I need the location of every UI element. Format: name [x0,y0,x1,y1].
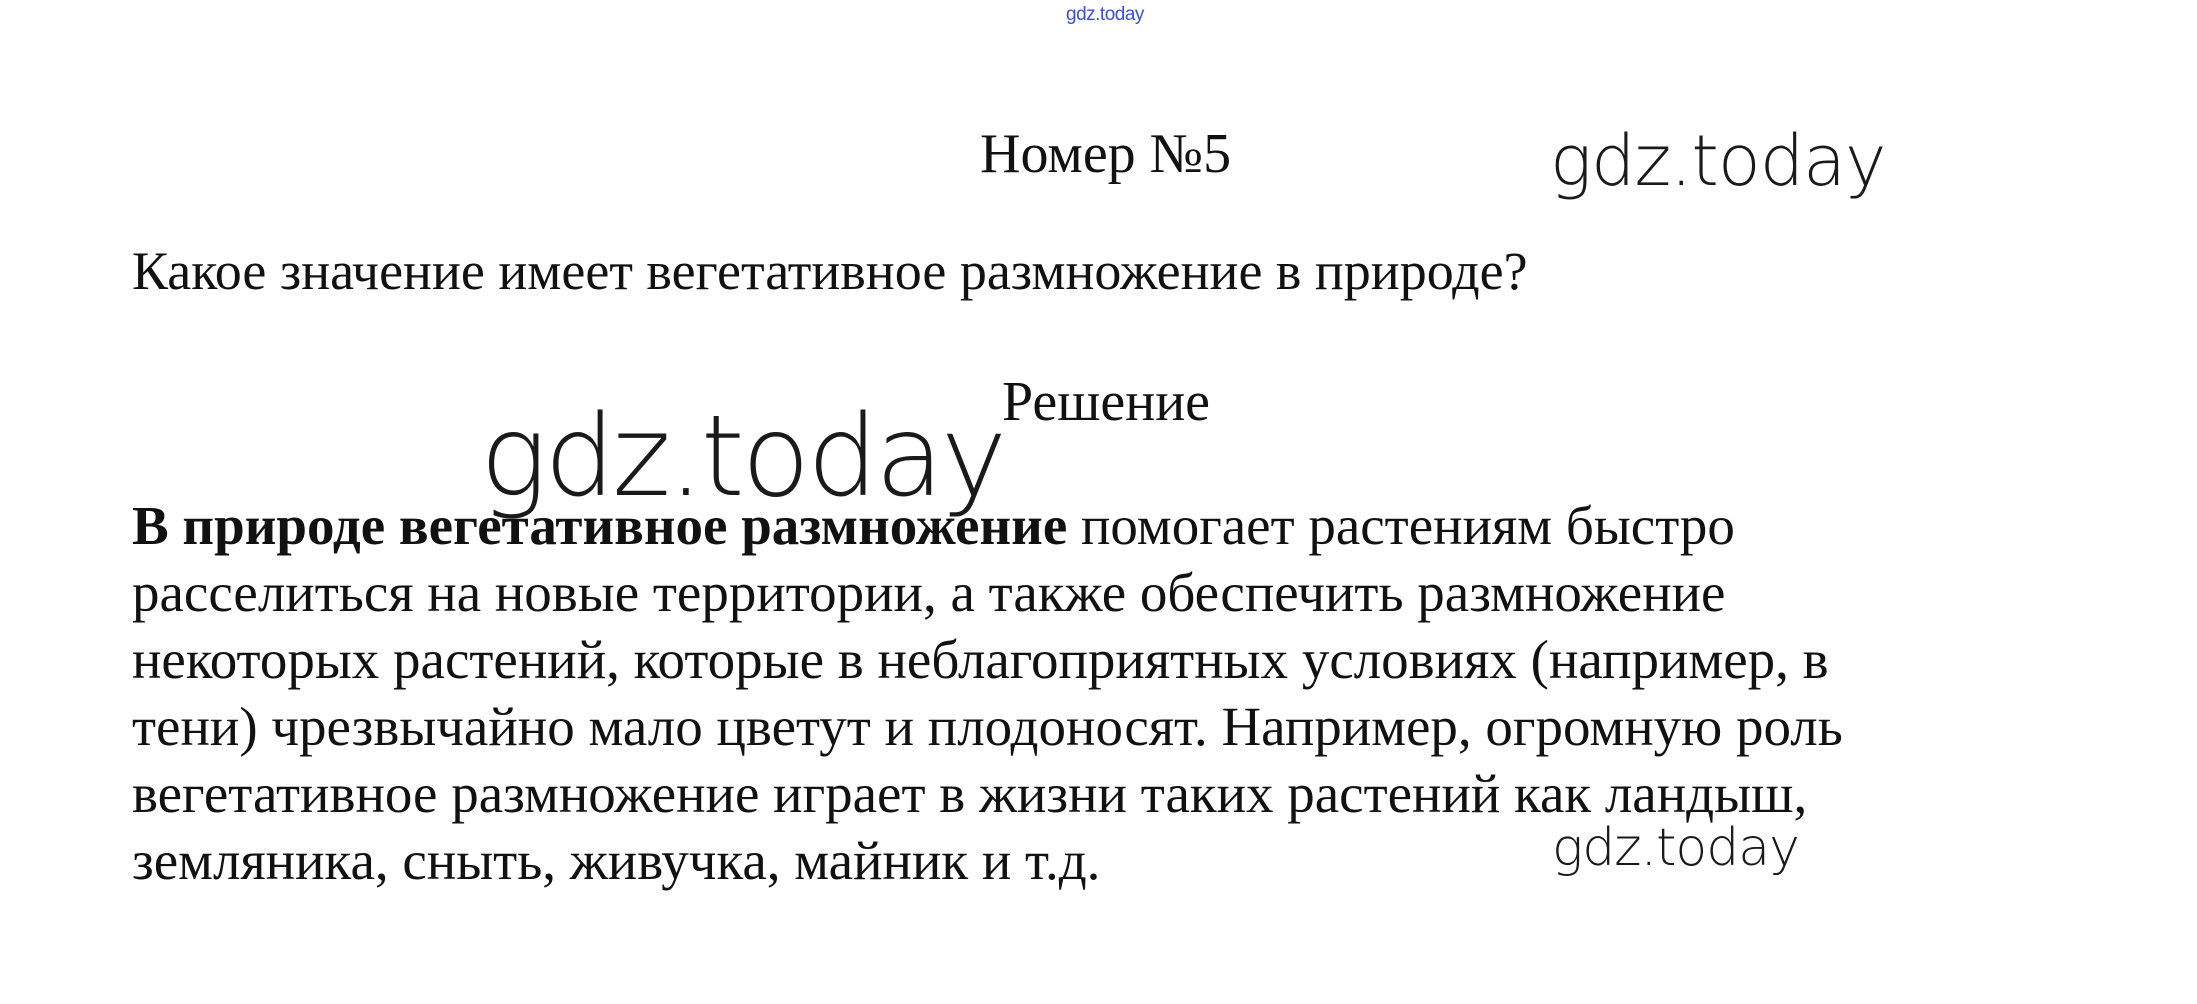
page-title: Номер №5 [980,123,1232,185]
site-link[interactable]: gdz.today [1066,4,1144,25]
solution-heading: Решение [1002,371,1211,433]
answer-line-6: земляника, сныть, живучка, майник и т.д. [132,830,1101,891]
answer-line-1-rest: помогает растениям быстро [1067,495,1735,556]
answer-line-1 [132,492,2082,559]
answer-line-2: расселиться на новые территории, а также обеспечить размножение [132,562,1726,623]
answer-line-3: некоторых растений, которые в неблагоприятных условиях (например, в [132,629,1829,690]
answer-line-4: тени) чрезвычайно мало цветут и плодоносят. Например, огромную роль [132,696,1843,757]
watermark-top-right: gdz.today [1550,120,1886,202]
answer-bold-lead: В природе вегетативное размножение [132,495,1068,556]
watermark-middle-left: gdz.today [480,392,1005,522]
answer-line-5: вегетативное размножение играет в жизни таких растений как ландыш, [132,763,1808,824]
watermark-bottom-right: gdz.today [1552,818,1799,878]
question-text: Какое значение имеет вегетативное размножение в природе? [132,241,1528,301]
